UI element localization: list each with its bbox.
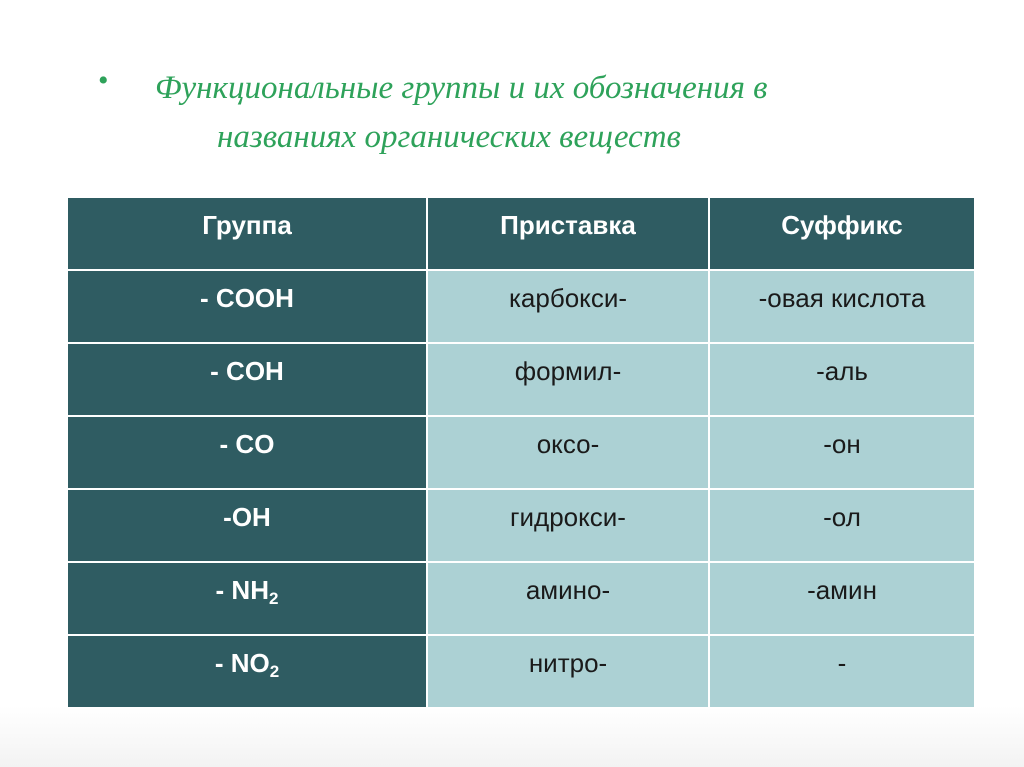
- table-row: [67, 270, 975, 343]
- group-formula: -OH: [223, 502, 271, 532]
- prefix-cell: формил-: [427, 343, 709, 416]
- group-formula: - NH: [215, 575, 269, 605]
- table-row: [67, 635, 975, 708]
- suffix-cell: -овая кислота: [709, 270, 975, 343]
- prefix-cell: карбокси-: [427, 270, 709, 343]
- prefix-cell: гидрокси-: [427, 489, 709, 562]
- group-cell: [67, 562, 427, 635]
- table-header-row: [67, 197, 975, 270]
- table-row: [67, 416, 975, 489]
- group-formula: - NO: [214, 648, 270, 678]
- table-row: [67, 489, 975, 562]
- suffix-cell: -аль: [709, 343, 975, 416]
- header-suffix: Суффикс: [709, 197, 975, 270]
- suffix-cell: -амин: [709, 562, 975, 635]
- table-row: [67, 562, 975, 635]
- group-formula: - CO: [219, 429, 275, 459]
- prefix-cell: нитро-: [427, 635, 709, 708]
- prefix-cell: оксо-: [427, 416, 709, 489]
- group-subscript: 2: [268, 589, 279, 608]
- group-cell: [67, 270, 427, 343]
- group-formula: - COOH: [200, 283, 294, 313]
- title-line-1: Функциональные группы и их обозначения в: [155, 70, 768, 106]
- title-bullet: •: [98, 64, 109, 97]
- slide-title: [155, 64, 915, 162]
- group-formula: - COH: [210, 356, 284, 386]
- group-subscript: 2: [269, 662, 280, 681]
- title-line-2: названиях органических веществ: [217, 119, 681, 155]
- prefix-cell: амино-: [427, 562, 709, 635]
- group-cell: [67, 635, 427, 708]
- table-row: [67, 343, 975, 416]
- suffix-cell: -он: [709, 416, 975, 489]
- suffix-cell: -: [709, 635, 975, 708]
- functional-groups-table: [66, 196, 976, 709]
- group-cell: [67, 343, 427, 416]
- header-prefix: Приставка: [427, 197, 709, 270]
- suffix-cell: -ол: [709, 489, 975, 562]
- group-cell: [67, 489, 427, 562]
- group-cell: [67, 416, 427, 489]
- header-group: Группа: [67, 197, 427, 270]
